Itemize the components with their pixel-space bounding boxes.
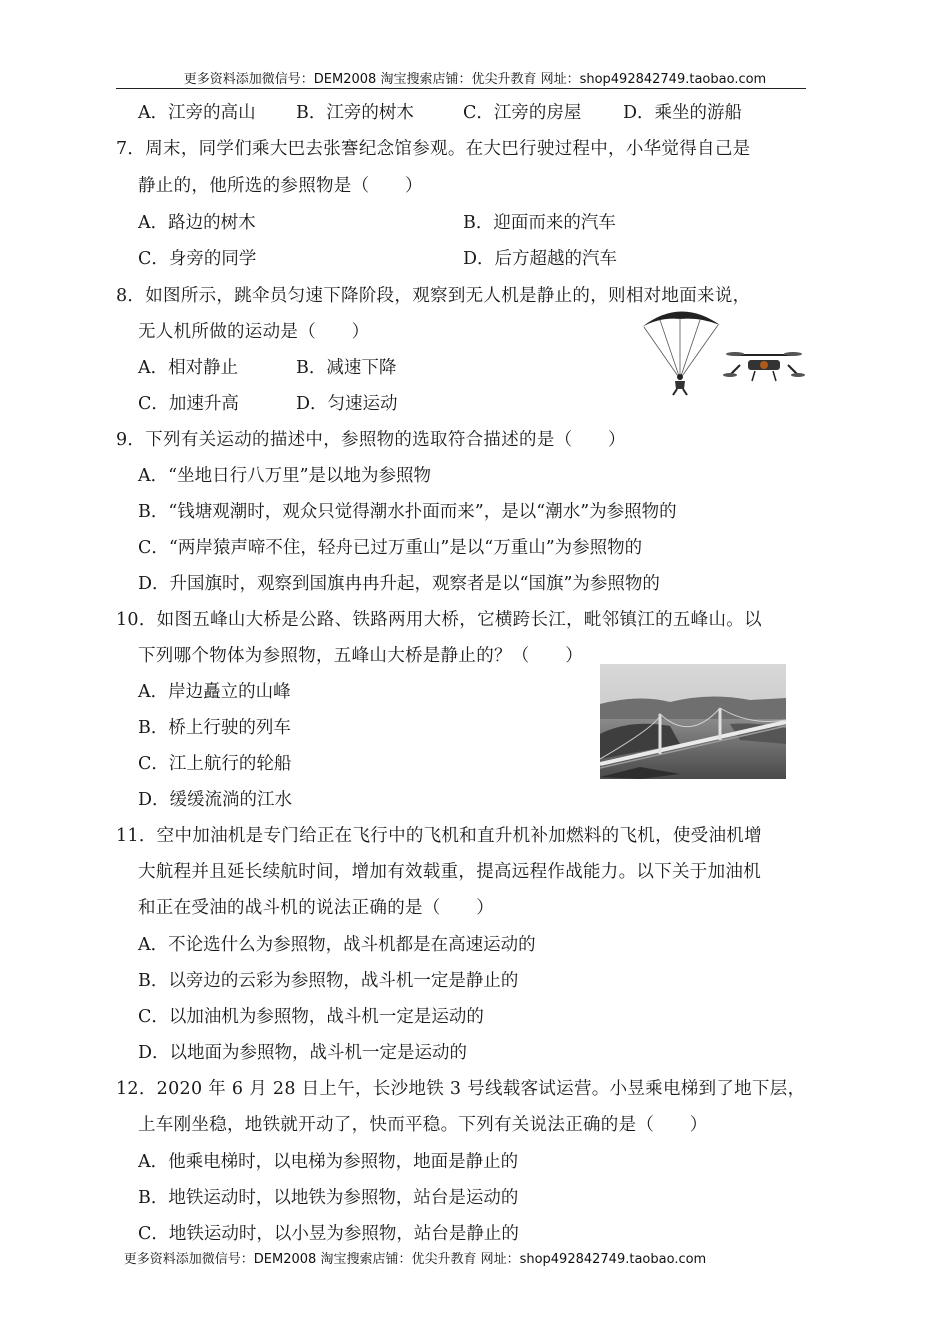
q8-option-c: C．加速升高 bbox=[138, 394, 239, 414]
q6-option-b: B．江旁的树木 bbox=[296, 103, 414, 123]
q11-stem-line-1: 11．空中加油机是专门给正在飞行中的飞机和直升机补加燃料的飞机，使受油机增 bbox=[116, 826, 762, 846]
q12-stem-line-2: 上车刚坐稳，地铁就开动了，快而平稳。下列有关说法正确的是（ ） bbox=[138, 1115, 708, 1135]
q11-option-d: D．以地面为参照物，战斗机一定是运动的 bbox=[138, 1043, 468, 1063]
q7-option-d: D．后方超越的汽车 bbox=[463, 249, 618, 269]
q11-option-b: B．以旁边的云彩为参照物，战斗机一定是静止的 bbox=[138, 971, 519, 991]
bridge-photo bbox=[600, 664, 786, 779]
q11-stem-line-2: 大航程并且延长续航时间，增加有效载重，提高远程作战能力。以下关于加油机 bbox=[138, 862, 761, 882]
q7-stem-line-1: 7．周末，同学们乘大巴去张謇纪念馆参观。在大巴行驶过程中，小华觉得自己是 bbox=[116, 139, 751, 159]
q10-option-b: B．桥上行驶的列车 bbox=[138, 718, 291, 738]
q9-option-d: D．升国旗时，观察到国旗冉冉升起，观察者是以“国旗”为参照物的 bbox=[138, 574, 660, 594]
page-footer: 更多资料添加微信号：DEM2008 淘宝搜索店铺：优尖升教育 网址：shop492842749.taobao.com bbox=[123, 1252, 707, 1267]
q9-option-b: B．“钱塘观潮时，观众只觉得潮水扑面而来”，是以“潮水”为参照物的 bbox=[138, 502, 677, 522]
q12-stem-line-1: 12．2020 年 6 月 28 日上午，长沙地铁 3 号线载客试运营。小昱乘电梯到了地下层， bbox=[116, 1079, 806, 1099]
q7-stem-line-2: 静止的，他所选的参照物是（ ） bbox=[138, 176, 423, 196]
q10-stem-line-2: 下列哪个物体为参照物，五峰山大桥是静止的？（ ） bbox=[138, 646, 583, 666]
q11-option-a: A．不论选什么为参照物，战斗机都是在高速运动的 bbox=[138, 935, 536, 955]
q12-option-c: C．地铁运动时，以小昱为参照物，站台是静止的 bbox=[138, 1224, 519, 1244]
q11-option-c: C．以加油机为参照物，战斗机一定是运动的 bbox=[138, 1007, 484, 1027]
parachutist-drone-figure bbox=[640, 305, 810, 400]
q6-option-d: D．乘坐的游船 bbox=[623, 103, 743, 123]
q8-option-b: B．减速下降 bbox=[296, 358, 397, 378]
q10-option-a: A．岸边矗立的山峰 bbox=[138, 682, 291, 702]
q8-stem-line-1: 8．如图所示，跳伞员匀速下降阶段，观察到无人机是静止的，则相对地面来说， bbox=[116, 286, 751, 306]
q10-stem-line-1: 10．如图五峰山大桥是公路、铁路两用大桥，它横跨长江，毗邻镇江的五峰山。以 bbox=[116, 610, 762, 630]
q7-option-a: A．路边的树木 bbox=[138, 213, 256, 233]
q9-option-c: C．“两岸猿声啼不住，轻舟已过万重山”是以“万重山”为参照物的 bbox=[138, 538, 643, 558]
parachute-icon bbox=[642, 311, 720, 395]
drone-icon bbox=[723, 352, 805, 381]
q8-option-d: D．匀速运动 bbox=[296, 394, 398, 414]
q12-option-b: B．地铁运动时，以地铁为参照物，站台是运动的 bbox=[138, 1188, 519, 1208]
q7-option-c: C．身旁的同学 bbox=[138, 249, 257, 269]
q10-option-c: C．江上航行的轮船 bbox=[138, 754, 292, 774]
q10-option-d: D．缓缓流淌的江水 bbox=[138, 790, 293, 810]
q9-stem-line-1: 9．下列有关运动的描述中，参照物的选取符合描述的是（ ） bbox=[116, 430, 626, 450]
q7-option-b: B．迎面而来的汽车 bbox=[463, 213, 616, 233]
q6-option-c: C．江旁的房屋 bbox=[463, 103, 582, 123]
page-header: 更多资料添加微信号：DEM2008 淘宝搜索店铺：优尖升教育 网址：shop492842749.taobao.com bbox=[183, 72, 767, 87]
q12-option-a: A．他乘电梯时，以电梯为参照物，地面是静止的 bbox=[138, 1152, 519, 1172]
q8-stem-line-2: 无人机所做的运动是（ ） bbox=[138, 322, 370, 342]
q6-option-a: A．江旁的高山 bbox=[138, 103, 256, 123]
q11-stem-line-3: 和正在受油的战斗机的说法正确的是（ ） bbox=[138, 898, 494, 918]
q9-option-a: A．“坐地日行八万里”是以地为参照物 bbox=[138, 466, 432, 486]
q8-option-a: A．相对静止 bbox=[138, 358, 239, 378]
header-divider bbox=[116, 88, 806, 89]
